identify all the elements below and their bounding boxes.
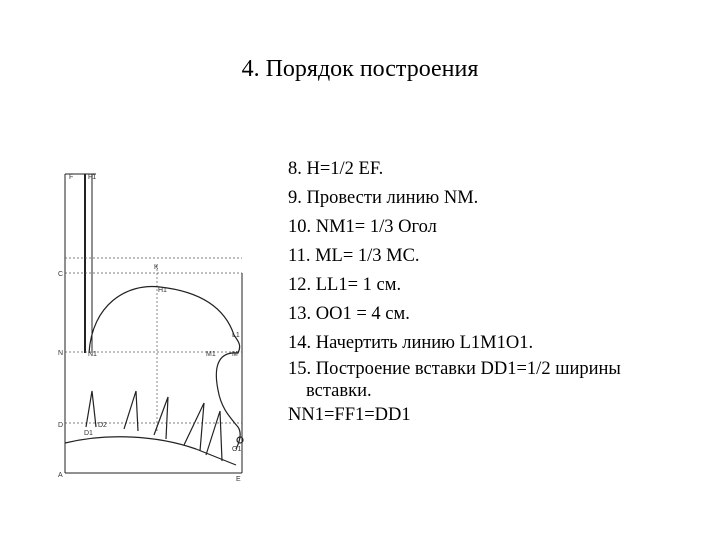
step-14: 14. Начертить линию L1M1O1. xyxy=(288,333,534,353)
label-f1: F1 xyxy=(88,174,97,181)
sleeve-cap-curve xyxy=(89,287,234,353)
insert-wedge-2 xyxy=(124,391,138,431)
step-12: 12. LL1= 1 см. xyxy=(288,275,402,295)
construction-lines xyxy=(65,174,242,473)
label-d1: D1 xyxy=(84,430,93,437)
label-m1: M1 xyxy=(206,351,216,358)
insert-wedge-1 xyxy=(86,391,96,427)
step-10: 10. NM1= 1/3 Огол xyxy=(288,217,437,237)
label-h1: H1 xyxy=(158,287,167,294)
label-k: К xyxy=(154,264,159,271)
label-l1: L1 xyxy=(232,332,240,339)
label-c: С xyxy=(58,271,64,278)
step-equality: NN1=FF1=DD1 xyxy=(288,405,411,425)
label-o1: O1 xyxy=(232,446,242,453)
insert-wedge-4 xyxy=(184,403,204,451)
label-f: F xyxy=(69,174,74,181)
steps-list xyxy=(288,155,698,428)
label-d: D xyxy=(58,422,64,429)
label-d2: D2 xyxy=(98,422,107,429)
step-13: 13. OO1 = 4 см. xyxy=(288,304,410,324)
label-n1: N1 xyxy=(88,351,97,358)
label-a: A xyxy=(58,472,63,479)
insert-wedge-3 xyxy=(154,397,168,439)
step-8: 8. H=1/2 EF. xyxy=(288,159,384,179)
label-n: N xyxy=(58,350,64,357)
label-e: E xyxy=(236,476,241,483)
step-15-continuation: вставки. xyxy=(306,381,372,401)
step-11: 11. ML= 1/3 MC. xyxy=(288,246,420,266)
step-9: 9. Провести линию NM. xyxy=(288,188,479,208)
slide-title: 4. Порядок построения xyxy=(241,56,479,82)
label-m: M xyxy=(232,351,238,358)
pattern-drawing xyxy=(56,165,252,485)
step-15: 15. Построение вставки DD1=1/2 ширины xyxy=(288,359,621,379)
